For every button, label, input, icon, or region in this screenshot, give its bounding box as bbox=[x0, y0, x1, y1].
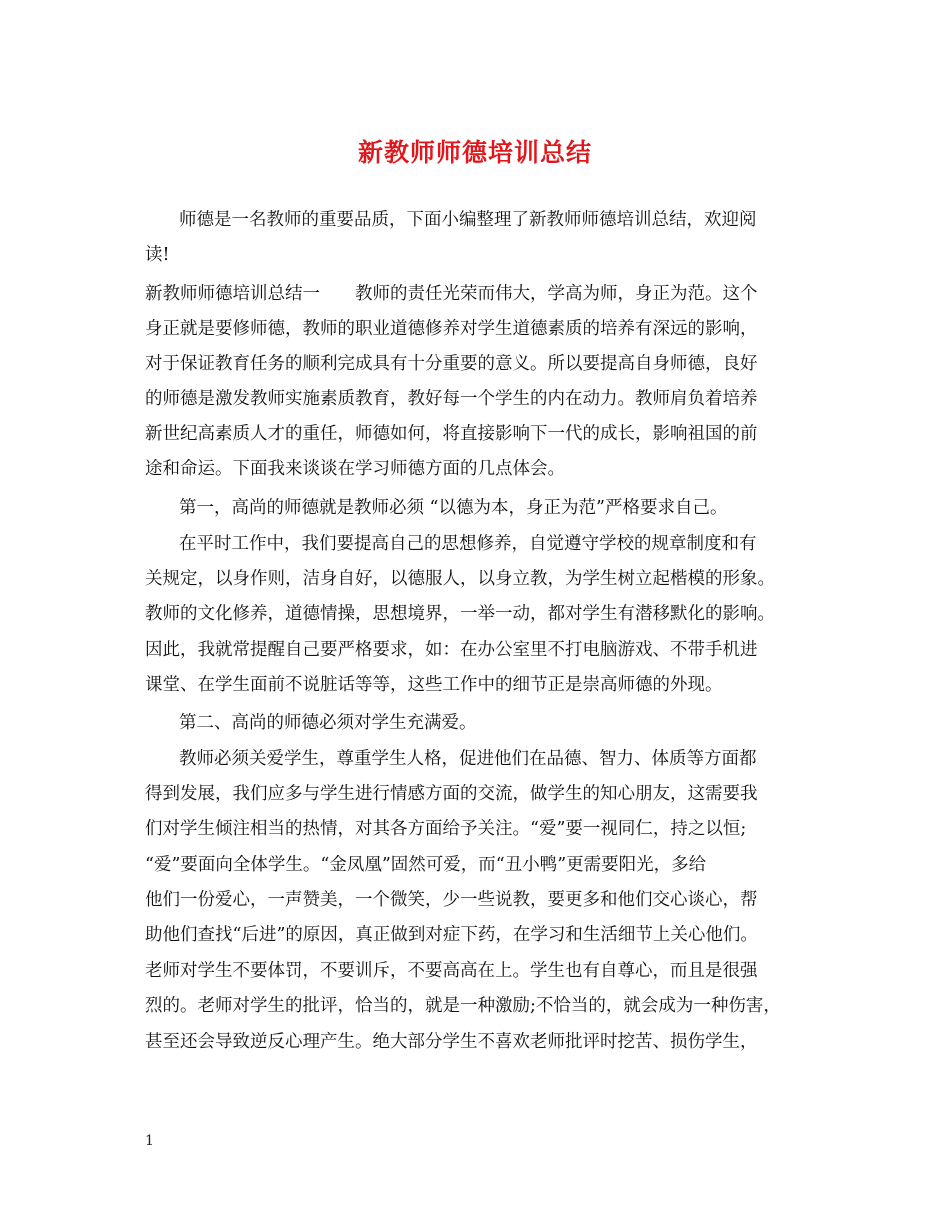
text-line-11: 关规定，以身作则，洁身自好，以德服人，以身立教，为学生树立起楷模的形象。 bbox=[145, 569, 775, 589]
document-title: 新教师师德培训总结 bbox=[357, 138, 592, 167]
text-line-7: 新世纪高素质人才的重任，师德如何，将直接影响下一代的成长，影响祖国的前 bbox=[145, 424, 758, 444]
text-line-13: 因此，我就常提醒自己要严格要求，如：在办公室里不打电脑游戏、不带手机进 bbox=[145, 640, 758, 660]
text-line-6: 的师德是激发教师实施素质教育，教好每一个学生的内在动力。教师肩负着培养 bbox=[145, 389, 758, 409]
text-line-12: 教师的文化修养，道德情操，思想境界，一举一动，都对学生有潜移默化的影响。 bbox=[145, 604, 775, 624]
text-line-18: 们对学生倾注相当的热情，对其各方面给予关注。“爱”要一视同仁，持之以恒; bbox=[145, 819, 747, 839]
text-line-19: “爱”要面向全体学生。“金凤凰”固然可爱，而“丑小鸭”更需要阳光，多给 bbox=[145, 855, 707, 875]
text-line-20: 他们一份爱心，一声赞美，一个微笑，少一些说教，要更多和他们交心谈心，帮 bbox=[145, 890, 758, 910]
text-line-15: 第二、高尚的师德必须对学生充满爱。 bbox=[179, 713, 477, 733]
text-line-17: 得到发展，我们应多与学生进行情感方面的交流，做学生的知心朋友，这需要我 bbox=[145, 784, 758, 804]
text-line-1: 师德是一名教师的重要品质，下面小编整理了新教师师德培训总结，欢迎阅 bbox=[179, 210, 757, 230]
text-line-21: 助他们查找“后进”的原因，真正做到对症下药，在学习和生活细节上关心他们。 bbox=[145, 925, 758, 945]
text-line-5: 对于保证教育任务的顺利完成具有十分重要的意义。所以要提高自身师德，良好 bbox=[145, 354, 758, 374]
text-line-9: 第一，高尚的师德就是教师必须 “以德为本，身正为范”严格要求自己。 bbox=[179, 498, 728, 518]
text-line-24: 甚至还会导致逆反心理产生。绝大部分学生不喜欢老师批评时挖苦、损伤学生， bbox=[145, 1032, 758, 1052]
text-line-23: 烈的。老师对学生的批评，恰当的，就是一种激励;不恰当的，就会成为一种伤害， bbox=[145, 996, 781, 1016]
text-line-4: 身正就是要修师德，教师的职业道德修养对学生道德素质的培养有深远的影响， bbox=[145, 319, 758, 339]
text-line-22: 老师对学生不要体罚，不要训斥，不要高高在上。学生也有自尊心，而且是很强 bbox=[145, 961, 758, 981]
text-line-16: 教师必须关爱学生，尊重学生人格，促进他们在品德、智力、体质等方面都 bbox=[179, 749, 757, 769]
text-line-8: 途和命运。下面我来谈谈在学习师德方面的几点体会。 bbox=[145, 459, 565, 479]
text-line-14: 课堂、在学生面前不说脏话等等，这些工作中的细节正是崇高师德的外现。 bbox=[145, 675, 723, 695]
text-line-10: 在平时工作中，我们要提高自己的思想修养，自觉遵守学校的规章制度和有 bbox=[179, 534, 757, 554]
text-line-3: 新教师师德培训总结一 教师的责任光荣而伟大，学高为师，身正为范。这个 bbox=[145, 284, 758, 304]
text-line-2: 读! bbox=[145, 245, 170, 265]
page-number: 1 bbox=[145, 1133, 154, 1149]
